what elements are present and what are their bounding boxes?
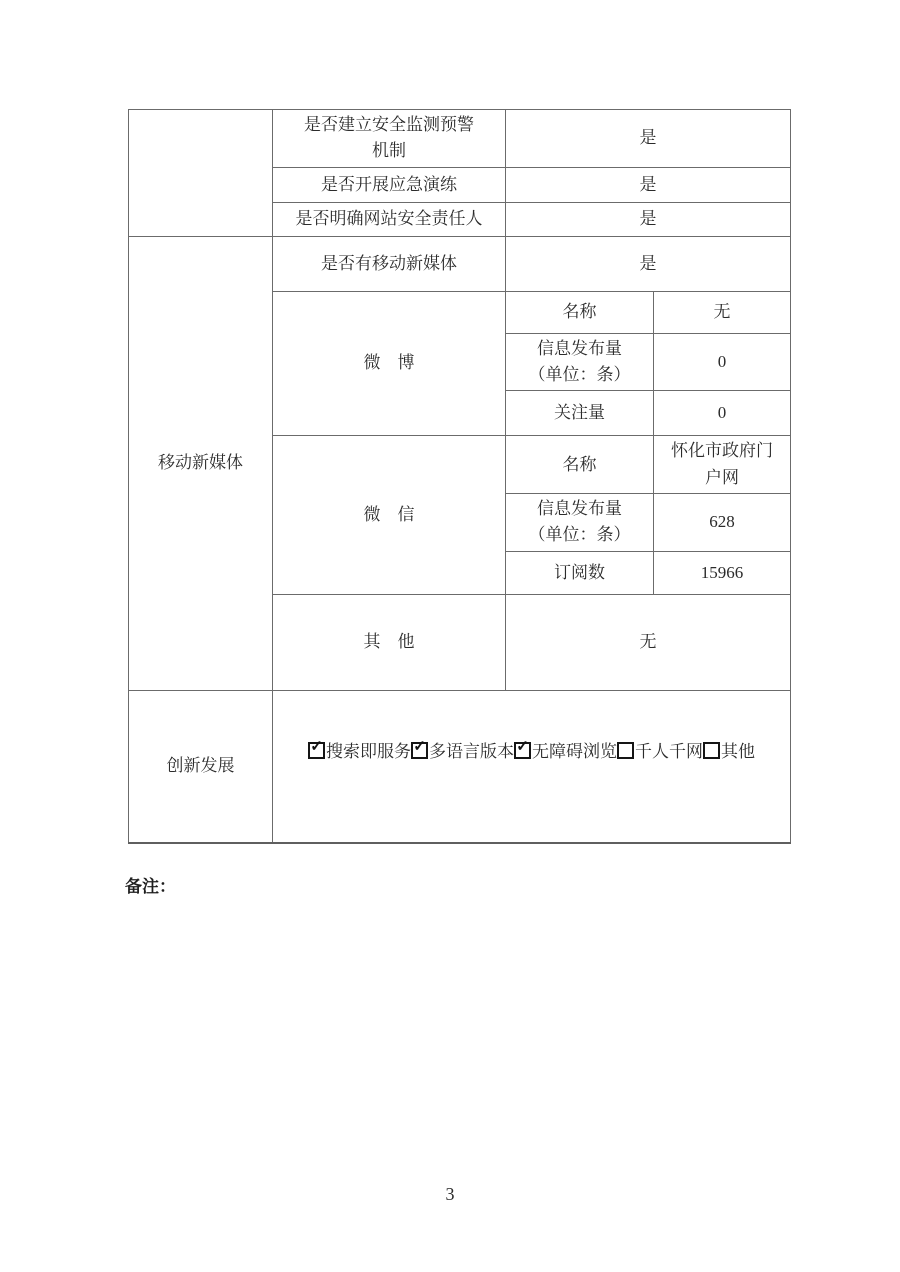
- cell-weibo-followers-value: 0: [654, 391, 791, 436]
- cell-weibo-posts-value: 0: [654, 333, 791, 391]
- wechat-posts-line1: 信息发布量: [537, 499, 622, 519]
- security-warning-line1: 是否建立安全监测预警: [304, 115, 474, 134]
- cell-security-warning-label: [273, 110, 506, 168]
- innovation-option-label: 千人千网: [635, 742, 703, 762]
- cell-wechat-subscriptions-value: 15966: [654, 551, 791, 594]
- cell-has-mobile-value: 是: [506, 236, 791, 291]
- cell-security-officer-label: 是否明确网站安全责任人: [273, 202, 506, 236]
- innovation-option-label: 其他: [721, 742, 755, 762]
- weibo-posts-line2: （单位：条）: [528, 365, 631, 385]
- wechat-posts-line2: （单位：条）: [528, 525, 631, 545]
- cell-emergency-drill-value: 是: [506, 167, 791, 202]
- weibo-posts-line1: 信息发布量: [537, 338, 622, 358]
- cell-emergency-drill-label: 是否开展应急演练: [273, 167, 506, 202]
- innovation-option: [514, 742, 617, 761]
- page-number: 3: [445, 1184, 455, 1204]
- cell-category-mobile-media: 移动新媒体: [129, 236, 273, 690]
- cell-weibo-followers-label: 关注量: [506, 391, 654, 436]
- cell-wechat-name-value: 怀化市政府门户网: [654, 436, 791, 494]
- security-warning-line2: 机制: [372, 141, 406, 161]
- cell-weibo-name-value: 无: [654, 291, 791, 333]
- cell-wechat-label: 微 信: [273, 436, 506, 594]
- cell-category-innovation: 创新发展: [129, 690, 273, 843]
- innovation-options-list: [308, 742, 755, 761]
- cell-weibo-posts-label: [506, 333, 654, 391]
- cell-has-mobile-label: 是否有移动新媒体: [273, 236, 506, 291]
- innovation-option-label: 搜索即服务: [326, 742, 411, 762]
- cell-other-media-value: 无: [506, 594, 791, 690]
- innovation-option-label: 无障碍浏览: [532, 742, 617, 762]
- cell-wechat-subscriptions-label: 订阅数: [506, 551, 654, 594]
- cell-category-blank: [129, 110, 273, 237]
- note-label: 备注：: [125, 877, 176, 896]
- cell-wechat-name-label: 名称: [506, 436, 654, 494]
- innovation-option: [411, 742, 514, 761]
- cell-wechat-posts-label: [506, 494, 654, 552]
- cell-wechat-posts-value: 628: [654, 494, 791, 552]
- cell-security-officer-value: 是: [506, 202, 791, 236]
- checkbox-checked-icon: [308, 742, 325, 759]
- cell-weibo-label: 微 博: [273, 291, 506, 436]
- checkbox-checked-icon: [411, 742, 428, 759]
- innovation-option-label: 多语言版本: [429, 742, 514, 762]
- cell-other-media-label: 其 他: [273, 594, 506, 690]
- cell-weibo-name-label: 名称: [506, 291, 654, 333]
- cell-security-warning-value: 是: [506, 110, 791, 168]
- cell-innovation-options: [273, 690, 791, 843]
- innovation-option: [308, 742, 411, 761]
- annual-report-table: [128, 109, 791, 844]
- checkbox-unchecked-icon: [617, 742, 634, 759]
- innovation-option: [703, 742, 755, 761]
- checkbox-unchecked-icon: [703, 742, 720, 759]
- checkbox-checked-icon: [514, 742, 531, 759]
- innovation-option: [617, 742, 703, 761]
